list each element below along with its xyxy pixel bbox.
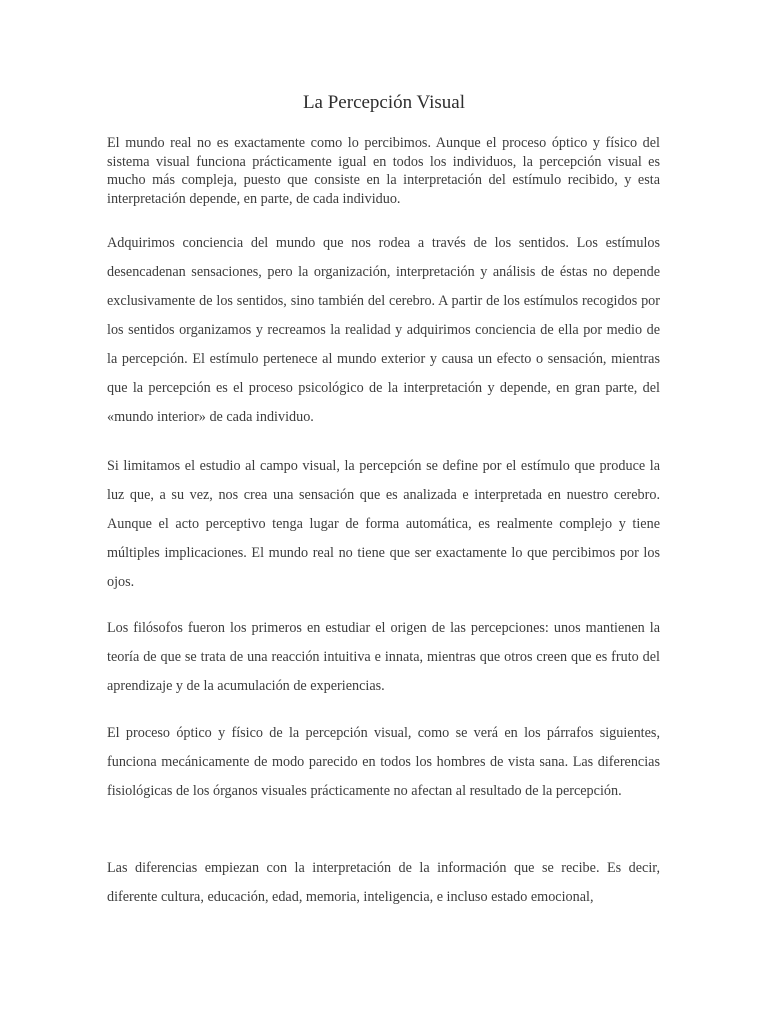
paragraph-senses: Adquirimos conciencia del mundo que nos rodea a través de los sentidos. Los estímulos desencadenan sensaciones, pero la organización, interpretación y análisis de éstas no depende exclusivamente de los sentidos, sino también del cerebro. A partir de los estímulos recogidos por los sentidos organizamos y recreamos la realidad y adquirimos conciencia de ella por medio de la percepción. El estímulo pertenece al mundo exterior y causa un efecto o sensación, mientras que la percepción es el proceso psicológico de la interpretación y depende, en gran parte, del «mundo interior» de cada individuo. bbox=[107, 235, 660, 425]
paragraph-philosophers: Los filósofos fueron los primeros en estudiar el origen de las percepciones: unos mantienen la teoría de que se trata de una reacción intuitiva e innata, mientras que otros creen que es fruto del aprendizaje y de la acumulación de experiencias. bbox=[107, 620, 660, 694]
paragraph-intro: El mundo real no es exactamente como lo percibimos. Aunque el proceso óptico y físico del sistema visual funciona prácticamente igual en todos los individuos, la percepción visual es mucho más compleja, puesto que consiste en la interpretación del estímulo recibido, y esta interpretación depende, en parte, de cada individuo. bbox=[107, 135, 660, 207]
document-title: La Percepción Visual bbox=[302, 92, 466, 113]
paragraph-visual-field: Si limitamos el estudio al campo visual, la percepción se define por el estímulo que produce la luz que, a su vez, nos crea una sensación que es analizada e interpretada en nuestro cerebro. Aunque el acto perceptivo tenga lugar de forma automática, es realmente complejo y tiene múltiples implicaciones. El mundo real no tiene que ser exactamente lo que percibimos por los ojos. bbox=[107, 458, 660, 590]
paragraph-optical-process: El proceso óptico y físico de la percepción visual, como se verá en los párrafos siguientes, funciona mecánicamente de modo parecido en todos los hombres de vista sana. Las diferencias fisiológicas de los órganos visuales prácticamente no afectan al resultado de la percepción. bbox=[107, 725, 660, 799]
paragraph-differences: Las diferencias empiezan con la interpretación de la información que se recibe. Es decir, diferente cultura, educación, edad, memoria, inteligencia, e incluso estado emocional, bbox=[107, 860, 660, 905]
